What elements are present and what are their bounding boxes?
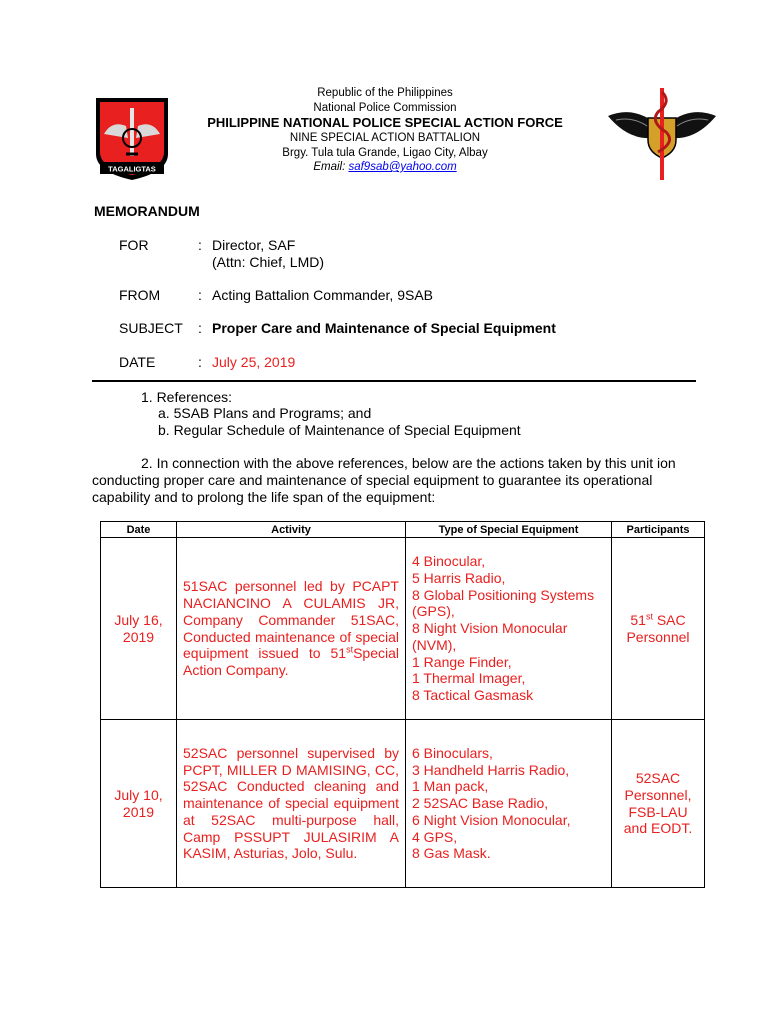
row2-equipment-item: 1 Man pack,	[412, 778, 489, 795]
row1-activity-text: 51SAC personnel led by PCAPT NACIANCINO A CULAMIS JR, Company Commander 51SAC, Conducted maintenance of special equipment issued to 51	[183, 578, 399, 662]
header-force: PHILIPPINE NATIONAL POLICE SPECIAL ACTION FORCE	[207, 115, 563, 130]
row1-equipment	[406, 538, 612, 720]
row2-date: July 10, 2019	[101, 720, 177, 888]
row1-equipment-item: 4 Binocular,	[412, 552, 486, 569]
letterhead-text	[180, 86, 590, 175]
row1-date: July 16, 2019	[101, 538, 177, 720]
header-email-link[interactable]: saf9sab@yahoo.com	[348, 161, 457, 173]
reference-a: a. 5SAB Plans and Programs; and	[158, 405, 372, 421]
row1-equipment-item: 1 Range Finder,	[412, 653, 512, 670]
table-header-participants: Participants	[612, 522, 705, 538]
header-email-label: Email:	[313, 161, 346, 173]
letterhead	[0, 0, 768, 190]
row1-participants-num: 51	[630, 611, 646, 628]
memo-for-label: FOR	[119, 237, 149, 253]
row2-participants: 52SAC Personnel, FSB-LAU and EODT.	[612, 720, 705, 888]
row1-participants-sup: st	[645, 611, 653, 622]
saf-tagaligtas-logo-icon	[92, 94, 172, 182]
table-row	[101, 538, 705, 720]
row1-participants-text: SAC Personnel	[626, 611, 690, 645]
row1-equipment-item: 1 Thermal Imager,	[412, 670, 526, 687]
paragraph-2-text: 2. In connection with the above references, below are the actions taken by this unit ion conducting proper care and maintenance of special equipment to guarantee its operational capability and to prolong the life span of the equipment:	[92, 455, 676, 505]
memo-date-value: July 25, 2019	[212, 354, 296, 370]
row1-activity	[177, 538, 406, 720]
memo-subject-label: SUBJECT	[119, 320, 183, 336]
memo-for-colon: :	[198, 237, 202, 253]
header-republic: Republic of the Philippines	[317, 87, 453, 99]
winged-battalion-emblem-icon	[606, 82, 718, 182]
row1-equipment-item: 8 Tactical Gasmask	[412, 687, 534, 704]
row1-equipment-item: 8 Global Positioning Systems (GPS),	[412, 586, 595, 620]
row1-equipment-item: 8 Night Vision Monocular (NVM),	[412, 620, 568, 653]
header-divider	[92, 380, 696, 382]
memo-from-colon: :	[198, 287, 202, 303]
row2-equipment-item: 4 GPS,	[412, 828, 458, 845]
paragraph-2	[92, 455, 696, 506]
row2-equipment-item: 3 Handheld Harris Radio,	[412, 761, 570, 778]
row1-activity-sup: st	[346, 644, 354, 655]
reference-b: b. Regular Schedule of Maintenance of Special Equipment	[158, 422, 521, 438]
memo-date-label: DATE	[119, 354, 156, 370]
table-header-row	[101, 522, 705, 538]
table-header-date: Date	[101, 522, 177, 538]
table-header-equipment: Type of Special Equipment	[406, 522, 612, 538]
row1-participants	[612, 538, 705, 720]
memo-subject-value: Proper Care and Maintenance of Special Equipment	[212, 320, 556, 336]
memo-for-value: Director, SAF	[212, 237, 296, 253]
table-row	[101, 720, 705, 888]
memo-subject-colon: :	[198, 320, 202, 336]
row2-equipment-item: 8 Gas Mask.	[412, 845, 491, 862]
row1-equipment-item: 5 Harris Radio,	[412, 569, 506, 586]
row2-equipment-item: 6 Binoculars,	[412, 744, 493, 761]
row1-activity-tail: Special Action Company.	[183, 645, 399, 679]
memo-title: MEMORANDUM	[94, 203, 200, 219]
memo-from-label: FROM	[119, 287, 161, 303]
memo-for-attn: (Attn: Chief, LMD)	[212, 254, 325, 270]
header-commission: National Police Commission	[313, 101, 457, 114]
header-battalion: NINE SPECIAL ACTION BATTALION	[289, 132, 481, 144]
references-heading: 1. References:	[141, 389, 233, 405]
table-header-activity: Activity	[177, 522, 406, 538]
header-email-line	[180, 160, 590, 175]
equipment-table	[100, 521, 705, 888]
memo-from-value: Acting Battalion Commander, 9SAB	[212, 287, 434, 303]
row2-equipment-item: 2 52SAC Base Radio,	[412, 795, 549, 812]
logo-left-text: TAGALIGTAS	[108, 164, 156, 174]
row2-equipment-item: 6 Night Vision Monocular,	[412, 811, 571, 828]
memo-date-colon: :	[198, 354, 202, 370]
header-address: Brgy. Tula tula Grande, Ligao City, Albay	[282, 146, 488, 159]
row2-activity: 52SAC personnel supervised by PCPT, MILLER D MAMISING, CC, 52SAC Conducted cleaning and maintenance of special equipment at 52SAC multi-purpose hall, Camp PSSUPT JULASIRIM A KASIM, Asturias, Jolo, Sulu.	[177, 720, 406, 888]
row2-equipment	[406, 720, 612, 888]
